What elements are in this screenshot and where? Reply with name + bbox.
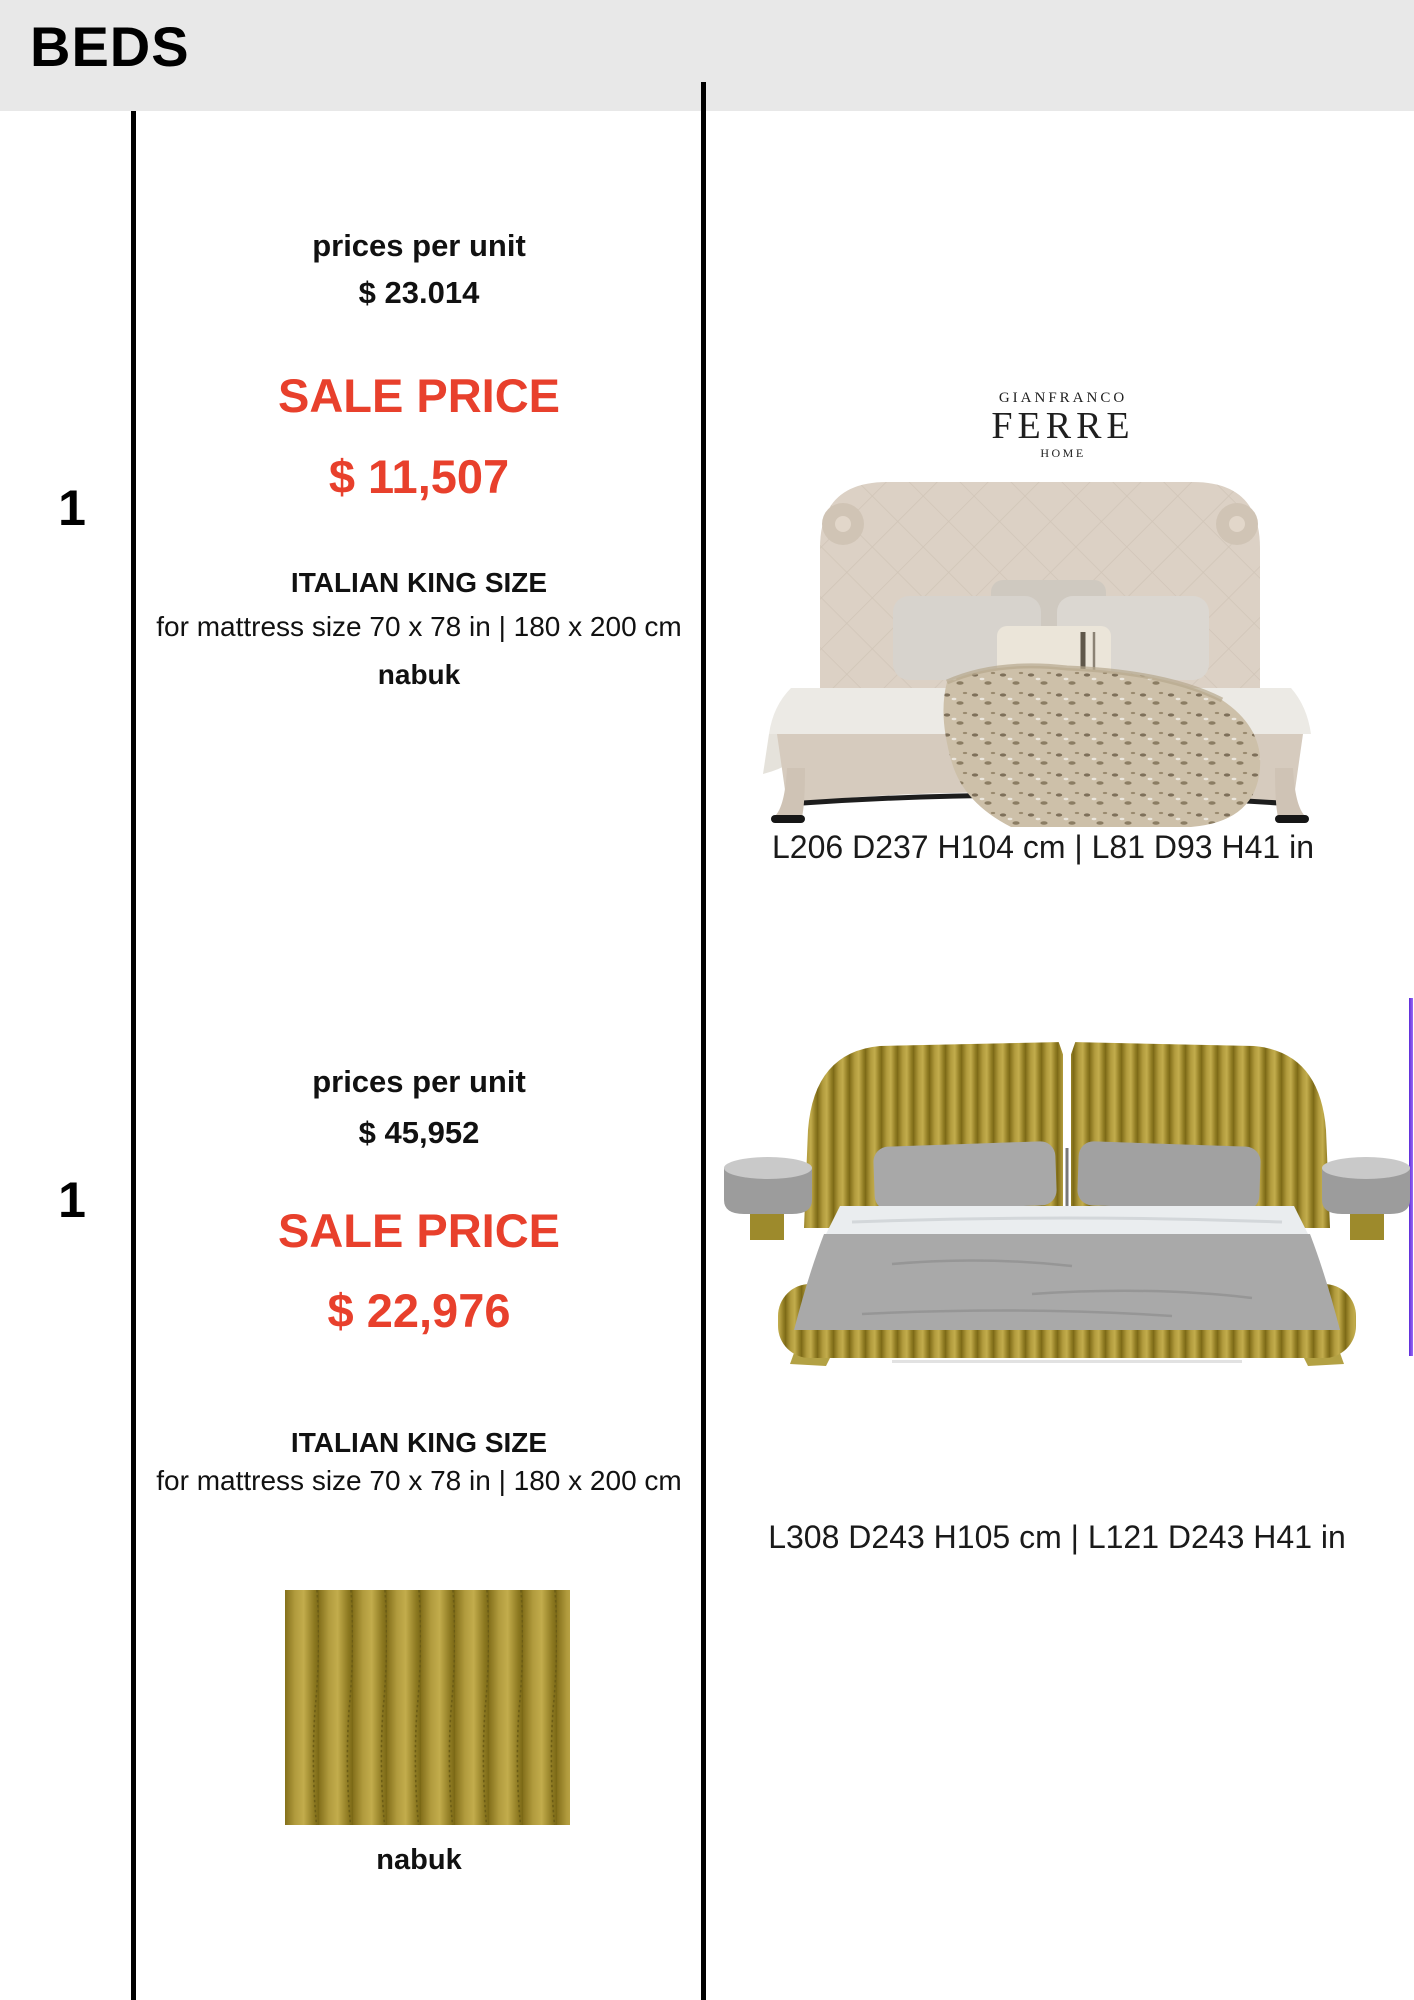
brand-logo-line-top: GIANFRANCO <box>998 390 1128 406</box>
product-1-quantity: 1 <box>58 480 86 536</box>
divider-line-left <box>131 111 136 2000</box>
product-1-sale-price: $ 11,507 <box>328 450 510 503</box>
product-2-sale-price: $ 22,976 <box>327 1284 511 1337</box>
product-2-bed-image <box>722 1032 1412 1367</box>
product-2-material: nabuk <box>376 1844 462 1876</box>
product-1-bed-image <box>745 470 1355 830</box>
page-title: BEDS <box>30 15 190 78</box>
product-2-fabric-swatch-image <box>285 1590 570 1825</box>
brand-logo-line-bottom: HOME <box>1040 446 1086 460</box>
brand-logo <box>938 389 1188 461</box>
product-2-dimensions: L308 D243 H105 cm | L121 D243 H41 in <box>768 1519 1346 1555</box>
brand-logo-line-middle: FERRE <box>991 405 1135 447</box>
product-2-price-per-unit-label: prices per unit <box>312 1064 526 1099</box>
product-2-sale-price-label: SALE PRICE <box>277 1204 561 1257</box>
divider-line-center <box>701 82 706 2000</box>
product-1-material: nabuk <box>377 659 461 690</box>
product-1-size-subtitle: for mattress size 70 x 78 in | 180 x 200 cm <box>156 611 682 642</box>
product-2-size-subtitle: for mattress size 70 x 78 in | 180 x 200 cm <box>156 1465 682 1496</box>
product-1-size-title: ITALIAN KING SIZE <box>290 567 548 598</box>
product-1-price-per-unit-label: prices per unit <box>312 228 526 263</box>
product-2-size-title: ITALIAN KING SIZE <box>290 1427 548 1458</box>
product-2-quantity: 1 <box>58 1172 86 1228</box>
product-1-price-per-unit: $ 23.014 <box>358 275 480 310</box>
product-1-sale-price-label: SALE PRICE <box>277 369 561 422</box>
product-1-dimensions: L206 D237 H104 cm | L81 D93 H41 in <box>772 829 1314 865</box>
product-2-price-per-unit: $ 45,952 <box>358 1115 480 1150</box>
page-header <box>0 0 1414 111</box>
